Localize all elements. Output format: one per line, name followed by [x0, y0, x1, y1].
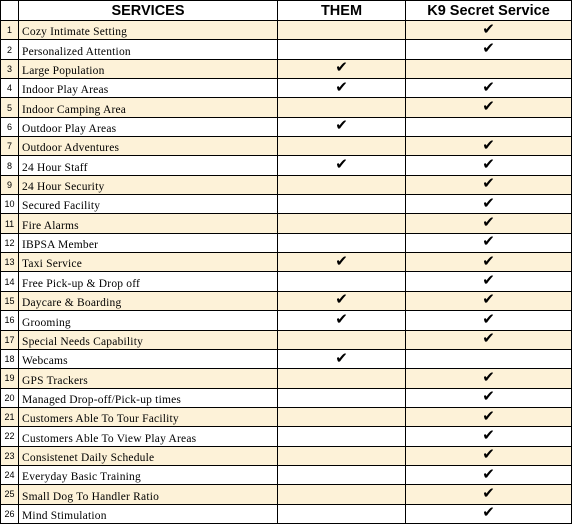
k9-cell — [406, 369, 572, 388]
service-name: Grooming — [19, 311, 278, 330]
table-row — [1, 233, 572, 252]
them-cell — [278, 253, 406, 272]
row-number: 13 — [1, 253, 19, 272]
k9-cell — [406, 330, 572, 349]
check-icon: ✔ — [482, 465, 495, 483]
row-number: 15 — [1, 291, 19, 310]
header-row — [1, 1, 572, 21]
k9-cell — [406, 272, 572, 291]
service-name: Mind Stimulation — [19, 504, 278, 523]
table-row — [1, 175, 572, 194]
table-row — [1, 446, 572, 465]
k9-cell — [406, 504, 572, 523]
them-cell — [278, 388, 406, 407]
check-icon: ✔ — [482, 136, 495, 154]
service-name: Special Needs Capability — [19, 330, 278, 349]
them-cell — [278, 446, 406, 465]
row-number: 8 — [1, 156, 19, 175]
service-name: Customers Able To View Play Areas — [19, 427, 278, 446]
k9-cell — [406, 40, 572, 59]
check-icon: ✔ — [482, 233, 495, 251]
check-icon: ✔ — [482, 426, 495, 444]
check-icon: ✔ — [482, 194, 495, 212]
row-number: 22 — [1, 427, 19, 446]
check-icon: ✔ — [482, 446, 495, 464]
service-name: Cozy Intimate Setting — [19, 21, 278, 40]
table-row — [1, 272, 572, 291]
service-name: Consistenet Daily Schedule — [19, 446, 278, 465]
check-icon: ✔ — [482, 504, 495, 522]
service-name: Personalized Attention — [19, 40, 278, 59]
table-row — [1, 388, 572, 407]
table-row — [1, 214, 572, 233]
them-cell — [278, 465, 406, 484]
check-icon: ✔ — [482, 252, 495, 270]
k9-cell — [406, 311, 572, 330]
service-name: Webcams — [19, 349, 278, 368]
header-num — [1, 1, 19, 21]
row-number: 21 — [1, 407, 19, 426]
row-number: 14 — [1, 272, 19, 291]
header-k9: K9 Secret Service — [406, 1, 572, 21]
check-icon: ✔ — [335, 310, 348, 328]
check-icon: ✔ — [482, 78, 495, 96]
check-icon: ✔ — [335, 117, 348, 135]
table-row — [1, 79, 572, 98]
service-name: 24 Hour Staff — [19, 156, 278, 175]
them-cell — [278, 156, 406, 175]
check-icon: ✔ — [482, 330, 495, 348]
check-icon: ✔ — [335, 252, 348, 270]
them-cell — [278, 175, 406, 194]
service-name: Daycare & Boarding — [19, 291, 278, 310]
them-cell — [278, 485, 406, 504]
row-number: 5 — [1, 98, 19, 117]
row-number: 18 — [1, 349, 19, 368]
row-number: 24 — [1, 465, 19, 484]
check-icon: ✔ — [335, 78, 348, 96]
table-row — [1, 311, 572, 330]
check-icon: ✔ — [482, 97, 495, 116]
service-name: Fire Alarms — [19, 214, 278, 233]
service-name: 24 Hour Security — [19, 175, 278, 194]
service-name: Free Pick-up & Drop off — [19, 272, 278, 291]
them-cell — [278, 40, 406, 59]
row-number: 11 — [1, 214, 19, 233]
check-icon: ✔ — [482, 291, 495, 309]
k9-cell — [406, 79, 572, 98]
them-cell — [278, 214, 406, 233]
k9-cell — [406, 98, 572, 117]
service-name: Large Population — [19, 59, 278, 78]
check-icon: ✔ — [482, 39, 495, 58]
check-icon: ✔ — [335, 291, 348, 309]
row-number: 2 — [1, 40, 19, 59]
k9-cell — [406, 427, 572, 446]
k9-cell — [406, 117, 572, 136]
service-name: Customers Able To Tour Facility — [19, 407, 278, 426]
row-number: 7 — [1, 137, 19, 156]
row-number: 19 — [1, 369, 19, 388]
row-number: 1 — [1, 21, 19, 40]
them-cell — [278, 369, 406, 388]
service-name: Taxi Service — [19, 253, 278, 272]
them-cell — [278, 311, 406, 330]
them-cell — [278, 137, 406, 156]
row-number: 26 — [1, 504, 19, 523]
k9-cell — [406, 137, 572, 156]
check-icon: ✔ — [482, 213, 495, 232]
service-name: Secured Facility — [19, 195, 278, 214]
k9-cell — [406, 349, 572, 368]
row-number: 17 — [1, 330, 19, 349]
check-icon: ✔ — [482, 175, 495, 193]
them-cell — [278, 407, 406, 426]
check-icon: ✔ — [482, 271, 495, 290]
service-name: Outdoor Adventures — [19, 137, 278, 156]
table-row — [1, 137, 572, 156]
them-cell — [278, 427, 406, 446]
them-cell — [278, 504, 406, 523]
k9-cell — [406, 156, 572, 175]
k9-cell — [406, 59, 572, 78]
them-cell — [278, 233, 406, 252]
row-number: 10 — [1, 195, 19, 214]
k9-cell — [406, 291, 572, 310]
table-row — [1, 407, 572, 426]
table-row — [1, 21, 572, 40]
them-cell — [278, 117, 406, 136]
header-them: THEM — [278, 1, 406, 21]
table-row — [1, 195, 572, 214]
them-cell — [278, 21, 406, 40]
service-name: GPS Trackers — [19, 369, 278, 388]
k9-cell — [406, 465, 572, 484]
k9-cell — [406, 195, 572, 214]
them-cell — [278, 98, 406, 117]
them-cell — [278, 59, 406, 78]
them-cell — [278, 349, 406, 368]
check-icon: ✔ — [482, 388, 495, 406]
k9-cell — [406, 407, 572, 426]
table-row — [1, 349, 572, 368]
them-cell — [278, 330, 406, 349]
table-row — [1, 59, 572, 78]
check-icon: ✔ — [335, 349, 348, 367]
them-cell — [278, 291, 406, 310]
table-row — [1, 291, 572, 310]
row-number: 12 — [1, 233, 19, 252]
check-icon: ✔ — [482, 155, 495, 174]
k9-cell — [406, 175, 572, 194]
service-name: Outdoor Play Areas — [19, 117, 278, 136]
k9-cell — [406, 446, 572, 465]
row-number: 20 — [1, 388, 19, 407]
table-row — [1, 156, 572, 175]
service-name: IBPSA Member — [19, 233, 278, 252]
table-row — [1, 504, 572, 523]
table-row — [1, 253, 572, 272]
row-number: 23 — [1, 446, 19, 465]
row-number: 16 — [1, 311, 19, 330]
k9-cell — [406, 214, 572, 233]
check-icon: ✔ — [335, 59, 348, 77]
table-row — [1, 330, 572, 349]
row-number: 3 — [1, 59, 19, 78]
them-cell — [278, 79, 406, 98]
service-name: Indoor Play Areas — [19, 79, 278, 98]
k9-cell — [406, 485, 572, 504]
row-number: 9 — [1, 175, 19, 194]
table-row — [1, 40, 572, 59]
check-icon: ✔ — [482, 407, 495, 425]
service-name: Managed Drop-off/Pick-up times — [19, 388, 278, 407]
row-number: 6 — [1, 117, 19, 136]
them-cell — [278, 272, 406, 291]
row-number: 4 — [1, 79, 19, 98]
table-body — [1, 21, 572, 524]
k9-cell — [406, 388, 572, 407]
service-name: Indoor Camping Area — [19, 98, 278, 117]
them-cell — [278, 195, 406, 214]
k9-cell — [406, 253, 572, 272]
table-row — [1, 485, 572, 504]
check-icon: ✔ — [335, 155, 348, 174]
table-row — [1, 369, 572, 388]
service-name: Everyday Basic Training — [19, 465, 278, 484]
table-row — [1, 427, 572, 446]
table-row — [1, 465, 572, 484]
header-services: SERVICES — [19, 1, 278, 21]
check-icon: ✔ — [482, 310, 495, 328]
table-row — [1, 117, 572, 136]
row-number: 25 — [1, 485, 19, 504]
table-row — [1, 98, 572, 117]
k9-cell — [406, 233, 572, 252]
check-icon: ✔ — [482, 20, 495, 38]
check-icon: ✔ — [482, 484, 495, 502]
service-name: Small Dog To Handler Ratio — [19, 485, 278, 504]
k9-cell — [406, 21, 572, 40]
check-icon: ✔ — [482, 368, 495, 386]
